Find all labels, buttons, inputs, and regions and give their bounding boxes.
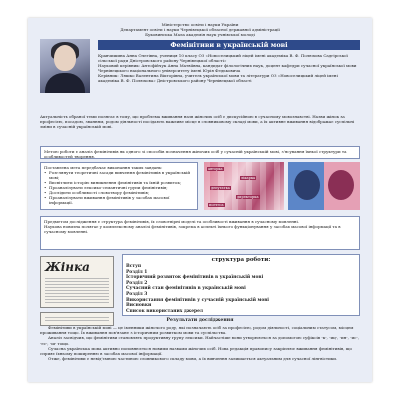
relevance-paragraph: Актуальність обраної теми полягає в тому, що проблема вживання назв жіночих осіб є дискусійною в сучасному мовознавстві. Назви жінок за професією, посадою, званням, родом діяльності посідають важливе місце в словниковому складі мови, а їх активне вживання відображає суспільні зміни в сучасній українській мові. — [40, 114, 355, 130]
research-poster — [28, 18, 372, 382]
faces-illustration — [288, 162, 360, 210]
tasks-intro: Поставлена мета передбачає виконання таких завдань: — [44, 165, 163, 170]
structure-item: Вступ — [126, 264, 142, 269]
collage-word: директорка — [237, 195, 259, 199]
research-object: Предметом дослідження є структура фемінітивів, їх словотвірні моделі та особливості вживання в сучасному мовленні. — [44, 219, 300, 224]
structure-item: Розділ 3 — [126, 291, 148, 297]
authors-block — [98, 53, 360, 84]
structure-item: Висновки — [126, 303, 152, 309]
structure-item: Розділ 1 — [126, 269, 148, 275]
structure-item: Список використаних джерел — [126, 308, 203, 314]
object-methods-box — [40, 216, 360, 250]
header-ministry: Міністерство освіти і науки України — [161, 22, 239, 27]
task-item: • Проаналізувати лексико-семантичні групи фемінітивів; — [44, 185, 194, 190]
collage-word: поетеса — [209, 203, 224, 207]
newspaper-image — [40, 256, 114, 308]
results-paragraph: Отже, фемінітиви є невід'ємною частиною словникового складу мови, а їх вивчення залишається актуальним для сучасної лінгвістики. — [48, 356, 338, 362]
results-paragraph: Сучасна українська мова активно поповнюється новими назвами жіночих осіб. Нова редакція правопису закріплює вживання фемінітивів, що сприяє їхньому поширенню в засобах масової інформації. — [40, 345, 352, 357]
teacher-info: Керівник: Ляшко Валентина Вікторівна, учитель української мови та літератури ОЗ «Новоселицький ліцей імені академіка В. Ф. Полюхова» Дністровського району Чернівецької області — [98, 73, 338, 84]
goal-text: Метою роботи є аналіз фемінітивів як одного зі способів позначення жіночих осіб у сучасній українській мові, з'ясування їхньої структури та особливостей творення. — [44, 149, 347, 159]
newspaper-masthead: Жінка — [45, 260, 90, 274]
task-item: • Проаналізувати вживання фемінітивів у засобах масової інформації. — [44, 195, 194, 205]
supervisor-info: Науковий керівник: Антофійчук Анна Матвіївна, кандидат філологічних наук, доцент кафедри сучасної української мови Чернівецького національного університету імені Юрія Федьковича — [98, 63, 357, 74]
structure-title: структура роботи: — [211, 257, 271, 263]
author-info: Кравчишина Анна Олегівна, учениця 10 класу ОЗ «Новоселицький ліцей імені академіка В. Ф. Полюхова Садгірської сільської ради Дністровського району Чернівецької області» — [98, 53, 348, 64]
collage-word: депутатка — [211, 186, 230, 190]
header-academy: Буковинська Мала академія наук учнівської молоді — [145, 32, 255, 37]
task-item: • Дослідити особливості словотвору фемінітивів; — [44, 190, 194, 195]
tasks-box — [40, 162, 198, 210]
collage-word: лікарка — [241, 176, 256, 180]
structure-item: Історичний розвиток фемінітивів в українській мові — [126, 275, 264, 281]
task-item: • Висвітлити історію виникнення фемінітивів та їхній розвиток; — [44, 180, 194, 185]
task-item: • Розглянути теоретичні засади вивчення фемінітивів в українській мові; — [44, 170, 194, 180]
collage-word: авторка — [208, 167, 223, 171]
author-photo — [40, 39, 90, 93]
goal-box — [40, 146, 360, 159]
results-paragraph: Фемінітиви в українській мові — це іменники жіночого роду, які позначають осіб за професією, родом діяльності, соціальним статусом, місцем проживання тощо. Їх вживання пов'язане з історичним розвитком мови та суспільства. — [40, 325, 354, 336]
results-title: Результати дослідження — [166, 318, 234, 323]
structure-item: Сучасний стан фемінітивів в українській мові — [126, 286, 246, 292]
structure-box — [122, 254, 360, 316]
poster-title: Фемінітиви в українській мові — [98, 40, 360, 50]
feminitives-collage-image — [204, 162, 284, 210]
research-novelty: Наукова новизна полягає у комплексному аналізі фемінітивів, зокрема в аспекті їхнього функціонування у засобах масової інформації та в сучасному мовленні. — [44, 224, 341, 234]
results-text — [40, 325, 360, 361]
results-paragraph: Аналіз засвідчив, що фемінітиви становлять продуктивну групу лексики. Найчастіше вони утворюються за допомогою суфіксів -к-, -иц-, -ин-, -ис-, -ес-, -ш- тощо. — [40, 335, 360, 346]
header-department: Департамент освіти і науки Чернівецької обласної державної адміністрації — [120, 27, 280, 32]
structure-item: Розділ 2 — [126, 280, 148, 286]
structure-item: Використання фемінітивів у сучасній українській мові — [126, 297, 269, 303]
